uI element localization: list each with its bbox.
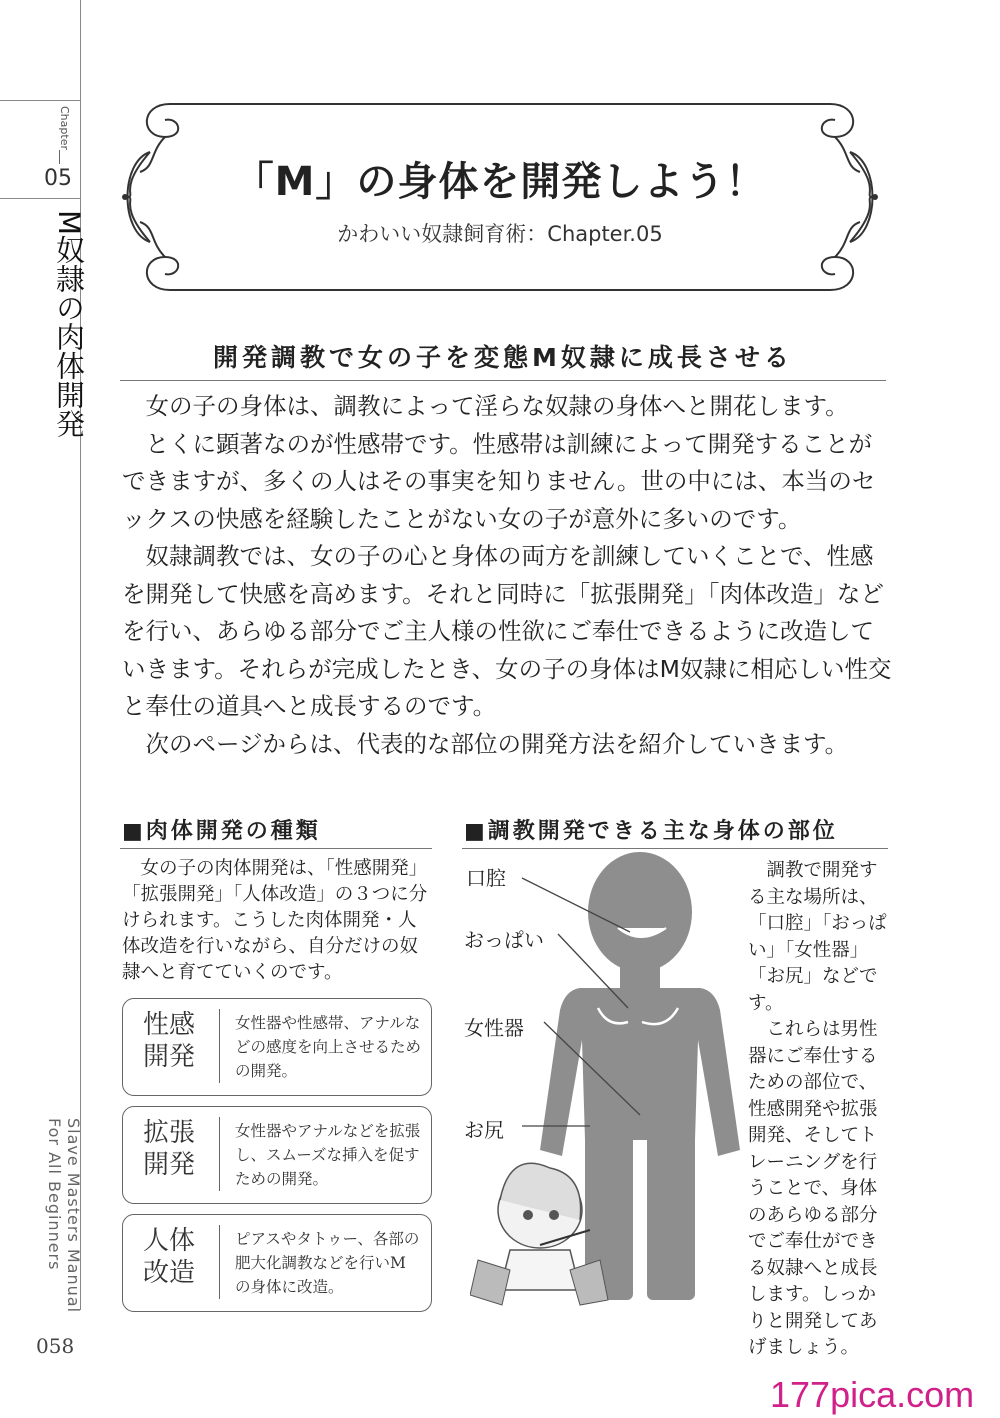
card-title — [133, 1117, 205, 1181]
paragraph: とくに顕著なのが性感帯です。性感帯は訓練によって開発することができますが、多くの人はその事実を知りません。世の中には、本当のセックスの快感を経験したことがない女の子が意外に多いのです。 — [122, 429, 876, 533]
body-text — [122, 388, 892, 763]
parts-heading: ■調教開発できる主な身体の部位 — [464, 819, 838, 844]
types-intro: 女の子の肉体開発は、「性感開発」「拡張開発」「人体改造」の３つに分けられます。こうした肉体開発・人体改造を行いながら、自分だけの奴隷へと育てていくのです。 — [122, 858, 428, 983]
banner-title: 「M」の身体を開発しよう！ — [233, 159, 767, 205]
card-description: ピアスやタトゥー、各部の肥大化調教などを行いMの身体に改造。 — [235, 1230, 420, 1296]
watermark: 177pica.com — [770, 1374, 975, 1415]
paragraph: 奴隷調教では、女の子の心と身体の両方を訓練していくことで、性感を開発して快感を高めます。それと同時に「拡張開発」「肉体改造」などを行い、あらゆる部分でご主人様の性欲にご奉仕できるように改造していきます。それらが完成したとき、女の子の身体はM奴隷に相応しい性交と奉仕の道具へと成長するのです。 — [122, 542, 892, 720]
margin-vertical-line — [80, 0, 81, 1310]
card-title-line: 開発 — [142, 1042, 195, 1072]
parts-rule — [462, 848, 888, 849]
paragraph: これらは男性器にご奉仕するための部位で、性感開発や拡張開発、そしてトレーニングを行うことで、身体のあらゆる部分でご奉仕ができる奴隷へと成長します。しっかりと開発してあげましょう。 — [748, 1019, 878, 1358]
card-modification — [122, 1214, 432, 1312]
part-label-genitals: 女性器 — [464, 1016, 524, 1040]
card-title — [133, 1009, 205, 1073]
banner-subtitle: かわいい奴隷飼育術：Chapter.05 — [337, 222, 663, 246]
types-heading: ■肉体開発の種類 — [122, 819, 321, 844]
chapter-label: Chapter — [58, 106, 71, 150]
card-title-line: 人体 — [142, 1226, 195, 1256]
paragraph: 調教で開発する主な場所は、「口腔」「おっぱい」「女性器」「お尻」などです。 — [748, 860, 887, 1014]
part-label-mouth: 口腔 — [466, 866, 506, 890]
card-expansion — [122, 1106, 432, 1204]
card-title — [133, 1225, 205, 1289]
chapter-tick — [59, 150, 60, 164]
vertical-footer-text: Slave Masters Manual For All Beginners — [45, 1118, 83, 1314]
body-silhouette-diagram — [470, 850, 750, 1330]
vertical-chapter-title: M奴隷の肉体開発 — [52, 210, 86, 439]
card-title-line: 開発 — [142, 1150, 195, 1180]
part-label-breasts: おっぱい — [464, 928, 544, 952]
card-sensation — [122, 998, 432, 1096]
card-divider — [219, 1009, 220, 1083]
types-rule — [120, 848, 432, 849]
card-description: 女性器やアナルなどを拡張し、スムーズな挿入を促すための開発。 — [235, 1122, 421, 1188]
part-label-buttocks: お尻 — [464, 1118, 504, 1142]
card-divider — [219, 1117, 220, 1191]
card-divider — [219, 1225, 220, 1299]
section-heading: 開発調教で女の子を変態M奴隷に成長させる — [213, 343, 793, 372]
section-rule — [120, 380, 886, 381]
margin-top-rule — [0, 100, 80, 101]
margin-rule — [0, 198, 80, 199]
chapter-number: 05 — [44, 166, 72, 191]
card-title-line: 拡張 — [142, 1118, 195, 1148]
card-title-line: 改造 — [142, 1258, 195, 1288]
page-number: 058 — [36, 1334, 75, 1358]
card-description: 女性器や性感帯、アナルなどの感度を向上させるための開発。 — [235, 1014, 422, 1080]
paragraph: 女の子の身体は、調教によって淫らな奴隷の身体へと開花します。 — [145, 392, 849, 420]
parts-side-text — [748, 858, 888, 1362]
paragraph: 次のページからは、代表的な部位の開発方法を紹介していきます。 — [145, 729, 849, 758]
card-title-line: 性感 — [142, 1010, 195, 1040]
